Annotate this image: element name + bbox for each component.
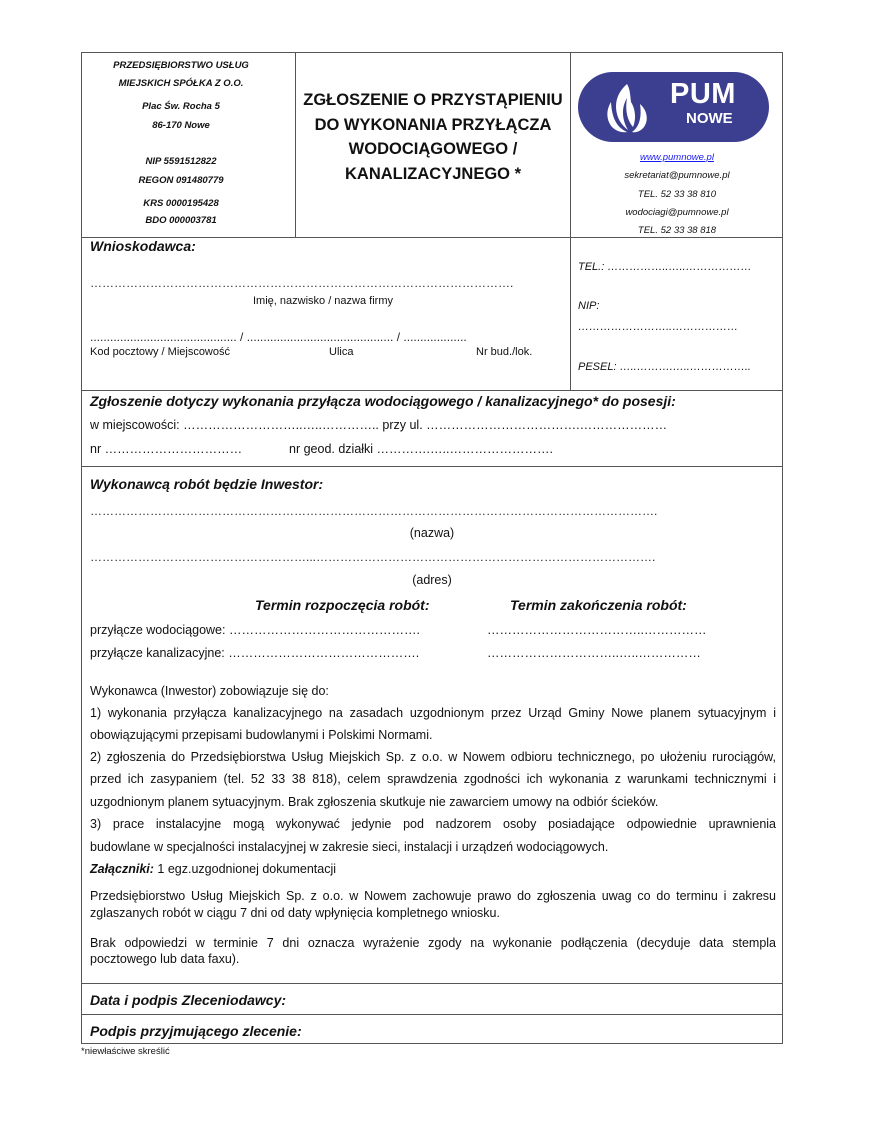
obligation-2-line2: przed ich zasypaniem (tel. 52 33 38 818), celem sprawdzenia zgodności ich wykonania z warunkami technicznymi i: [90, 772, 776, 786]
applicant-heading: Wnioskodawca:: [90, 238, 196, 254]
receiver-signature-label: Podpis przyjmującego zlecenie:: [90, 1023, 302, 1039]
header-divider-left: [295, 52, 296, 237]
phone-waterworks: TEL. 52 33 38 818: [637, 225, 717, 236]
contractor-address-caption: (adres): [412, 573, 452, 587]
note-2-line2: pocztowego lub data faxu).: [90, 952, 240, 966]
client-signature-field[interactable]: [320, 990, 775, 1012]
divider-body: [81, 983, 783, 984]
note-1-line2: zglaszanych robót w ciągu 7 dni od daty wpłynięcia kompletnego wniosku.: [90, 906, 500, 920]
form-title: ZGŁOSZENIE O PRZYSTĄPIENIU DO WYKONANIA PRZYŁĄCZA WODOCIĄGOWEGO / KANALIZACYJNEGO *: [303, 91, 563, 183]
contractor-heading: Wykonawcą robót będzie Inwestor:: [90, 476, 324, 492]
note-2-line1: Brak odpowiedzi w terminie 7 dni oznacza wyrażenie zgody na wykonanie podłączenia (decyduje data stempla: [90, 936, 776, 950]
obligation-3-line2: budowlane w specjalności instalacyjnej w zakresie sieci, instalacji i urządzeń wodociągowych.: [90, 840, 609, 854]
attachments-label: Załączniki:: [90, 862, 154, 876]
nip-field[interactable]: ……………………..………………: [578, 321, 739, 333]
pum-logo: [578, 72, 769, 142]
contractor-name-field[interactable]: …………………………………………………………………………………………………………………………….: [90, 504, 658, 518]
footnote: *niewłaściwe skreślić: [81, 1046, 170, 1057]
company-street: Plac Św. Rocha 5: [142, 101, 220, 112]
property-location-field[interactable]: w miejscowości: ………………………..…..………….. przy ul. ……………………………….…………………: [90, 418, 668, 432]
pesel-field[interactable]: PESEL: …..……….…..……………..: [578, 361, 751, 373]
sewer-connection-start-field[interactable]: przyłącze kanalizacyjne: ……………………………………….: [90, 646, 420, 660]
email-waterworks: wodociagi@pumnowe.pl: [625, 207, 729, 218]
property-heading: Zgłoszenie dotyczy wykonania przyłącza wodociągowego / kanalizacyjnego* do posesji:: [90, 393, 676, 409]
start-date-header: Termin rozpoczęcia robót:: [255, 597, 430, 613]
divider-applicant: [81, 390, 783, 391]
obligation-3-line1: 3) prace instalacyjne mogą wykonywać jedynie pod nadzorem osoby posiadające odpowiednie uprawnienia: [90, 817, 776, 831]
nip-label: NIP:: [578, 300, 600, 312]
company-city: 86-170 Nowe: [152, 120, 210, 131]
logo-text-nowe: NOWE: [686, 110, 733, 127]
water-connection-end-field[interactable]: ………………………………..……………: [487, 623, 707, 637]
tel-field[interactable]: TEL.: ……………..…..………………: [578, 261, 752, 273]
company-name-line2: MIEJSKICH SPÓŁKA Z O.O.: [118, 78, 244, 89]
pum-logo-mark-icon: [600, 80, 658, 136]
phone-main: TEL. 52 33 38 810: [637, 189, 717, 200]
website-link[interactable]: www.pumnowe.pl: [640, 152, 714, 163]
email-secretariat: sekretariat@pumnowe.pl: [624, 170, 730, 181]
sewer-connection-end-field[interactable]: …………………………..…..……………: [487, 646, 701, 660]
caption-number: Nr bud./lok.: [476, 346, 533, 358]
company-regon: REGON 091480779: [138, 175, 224, 186]
contractor-address-field[interactable]: ………………………………………………...………………………………………………………………………….: [90, 550, 656, 564]
note-1-line1: Przedsiębiorstwo Usług Miejskich Sp. z o.o. w Nowem zachowuje prawo do zgłoszenia uwag co do terminu i zakresu: [90, 889, 776, 903]
caption-postal-city: Kod pocztowy / Miejscowość: [90, 346, 230, 358]
company-bdo: BDO 000003781: [145, 215, 217, 226]
obligation-1-line1: 1) wykonania przyłącza kanalizacyjnego na zasadach uzgodnionym przez Urząd Gminy Nowe planem sytuacyjnym i: [90, 706, 776, 720]
divider-property: [81, 466, 783, 467]
header-divider-right: [570, 52, 571, 390]
contractor-name-caption: (nazwa): [409, 526, 455, 540]
caption-street: Ulica: [329, 346, 354, 358]
end-date-header: Termin zakończenia robót:: [510, 597, 687, 613]
company-nip: NIP 5591512822: [145, 156, 217, 167]
applicant-name-caption: Imię, nazwisko / nazwa firmy: [253, 295, 393, 307]
logo-text-pum: PUM: [670, 78, 736, 110]
applicant-address-field[interactable]: ............................................ / ............................................ / ...................: [90, 330, 467, 344]
attachments-text: 1 egz.uzgodnionej dokumentacji: [157, 862, 337, 876]
company-krs: KRS 0000195428: [143, 198, 219, 209]
property-number-field[interactable]: nr ……………………………: [90, 442, 243, 456]
applicant-name-field[interactable]: …………………………………………………………………………………………….: [90, 276, 514, 290]
receiver-signature-field[interactable]: [320, 1018, 775, 1040]
obligation-1-line2: obowiązującymi przepisami budowlanymi i Polskimi Normami.: [90, 728, 433, 742]
divider-signature: [81, 1014, 783, 1015]
obligation-2-line1: 2) zgłoszenia do Przedsiębiorstwa Usług Miejskich Sp. z o.o. w Nowem odbioru technicznego, po ułożeniu rurociągów,: [90, 750, 776, 764]
client-signature-label: Data i podpis Zleceniodawcy:: [90, 992, 287, 1008]
company-name-line1: PRZEDSIĘBIORSTWO USŁUG: [113, 60, 249, 71]
water-connection-start-field[interactable]: przyłącze wodociągowe: ……………………………………….: [90, 623, 420, 637]
obligation-2-line3: uzgodnionym planem sytuacyjnym. Brak zgłoszenia skutkuje nie zawarciem umowy na odbiór ścieków.: [90, 795, 659, 809]
parcel-number-field[interactable]: nr geod. działki ………….…..…………………….: [289, 442, 553, 456]
obligations-intro: Wykonawca (Inwestor) zobowiązuje się do:: [90, 684, 329, 698]
